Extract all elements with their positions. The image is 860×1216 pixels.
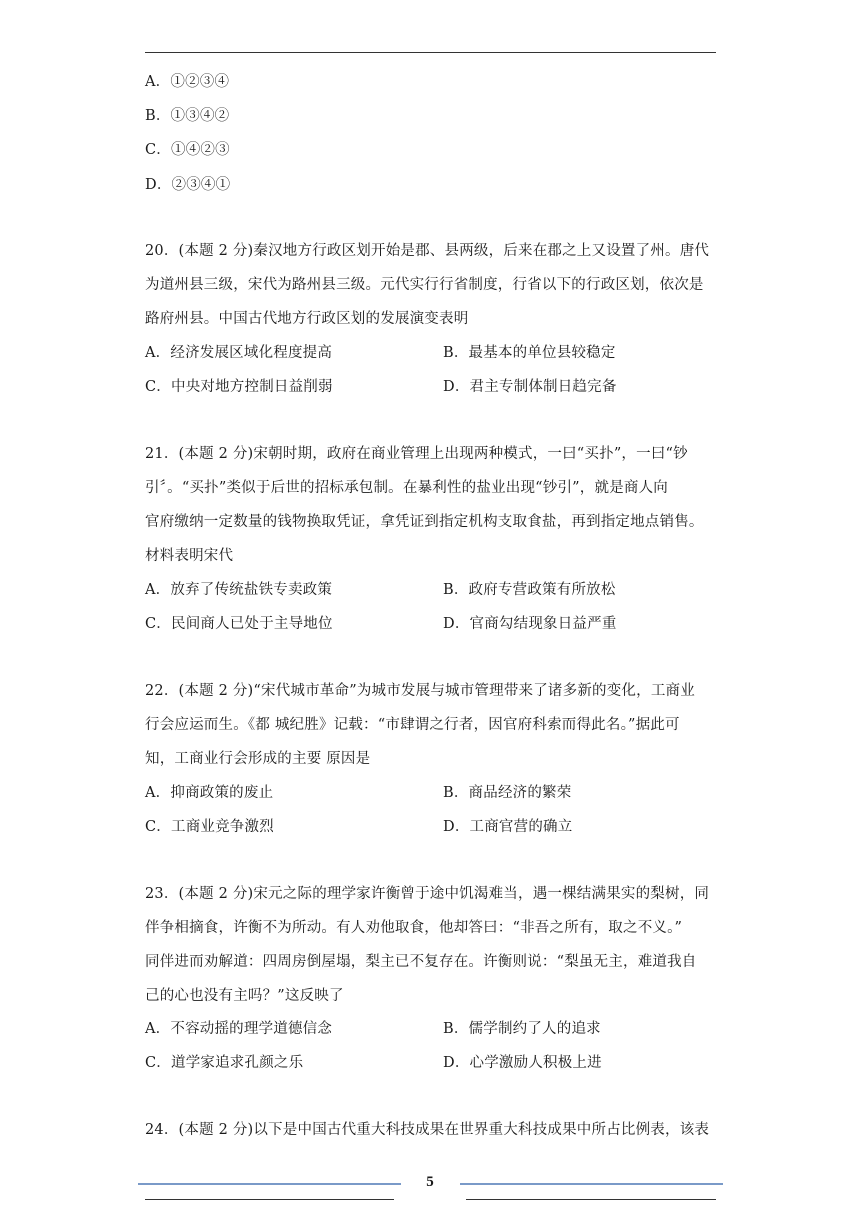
option-a: A．经济发展区域化程度提高 bbox=[145, 345, 333, 361]
option-b: B．儒学制约了人的追求 bbox=[443, 1021, 601, 1037]
page-number: 5 bbox=[426, 1174, 434, 1190]
option-a: A．放弃了传统盐铁专卖政策 bbox=[145, 582, 333, 598]
option-d: D．工商官营的确立 bbox=[443, 819, 573, 835]
question-text-line: 知，工商业行会形成的主要 原因是 bbox=[145, 751, 371, 767]
option-d: D．心学激励人积极上进 bbox=[443, 1055, 602, 1071]
question-text-line: 24．(本题 2 分)以下是中国古代重大科技成果在世界重大科技成果中所占比例表，该表 bbox=[145, 1122, 710, 1138]
footer-rule-left bbox=[145, 1199, 394, 1200]
question-text-line: 21．(本题 2 分)宋朝时期，政府在商业管理上出现两种模式，一曰“买扑”，一曰“钞 bbox=[145, 446, 688, 462]
header-rule bbox=[145, 52, 716, 53]
option-d: D．君主专制体制日趋完备 bbox=[443, 379, 617, 395]
question-text-line: 22．(本题 2 分)“宋代城市革命”为城市发展与城市管理带来了诸多新的变化，工商业 bbox=[145, 683, 695, 699]
option-b: B．最基本的单位县较稳定 bbox=[443, 345, 616, 361]
option-a: A．不容动摇的理学道德信念 bbox=[145, 1021, 333, 1037]
option-d: D．官商勾结现象日益严重 bbox=[443, 616, 617, 632]
question-text-line: 路府州县。中国古代地方行政区划的发展演变表明 bbox=[145, 311, 469, 327]
question-text-line: 材料表明宋代 bbox=[145, 548, 234, 564]
question-text-line: 为道州县三级，宋代为路州县三级。元代实行行省制度，行省以下的行政区划，依次是 bbox=[145, 277, 704, 293]
question-text-line: 同伴进而劝解道：四周房倒屋塌，梨主已不复存在。许衡则说：“梨虽无主，难道我自 bbox=[145, 954, 697, 970]
question-text-line: 20．(本题 2 分)秦汉地方行政区划开始是郡、县两级，后来在郡之上又设置了州。唐代 bbox=[145, 243, 710, 259]
option-a: A．①②③④ bbox=[145, 74, 230, 90]
footer-rule-right bbox=[466, 1199, 716, 1200]
option-b: B．政府专营政策有所放松 bbox=[443, 582, 616, 598]
option-a: A．抑商政策的废止 bbox=[145, 785, 274, 801]
option-b: B．①③④② bbox=[145, 108, 230, 124]
question-text-line: 引〞。“买扑”类似于后世的招标承包制。在暴利性的盐业出现“钞引”，就是商人向 bbox=[145, 480, 668, 496]
option-b: B．商品经济的繁荣 bbox=[443, 785, 572, 801]
question-text-line: 伴争相摘食，许衡不为所动。有人劝他取食，他却答曰：“非吾之所有，取之不义。” bbox=[145, 920, 683, 936]
option-c: C．工商业竞争激烈 bbox=[145, 819, 274, 835]
option-c: C．中央对地方控制日益削弱 bbox=[145, 379, 333, 395]
question-text-line: 己的心也没有主吗？”这反映了 bbox=[145, 988, 344, 1004]
question-text-line: 23．(本题 2 分)宋元之际的理学家许衡曾于途中饥渴难当，遇一棵结满果实的梨树，同 bbox=[145, 886, 710, 902]
option-c: C．道学家追求孔颜之乐 bbox=[145, 1055, 304, 1071]
option-c: C．民间商人已处于主导地位 bbox=[145, 616, 333, 632]
question-text-line: 官府缴纳一定数量的钱物换取凭证，拿凭证到指定机构支取食盐，再到指定地点销售。 bbox=[145, 514, 704, 530]
question-text-line: 行会应运而生。《都 城纪胜》记载：“市肆谓之行者，因官府科索而得此名。”据此可 bbox=[145, 717, 680, 733]
option-c: C．①④②③ bbox=[145, 142, 230, 158]
option-d: D．②③④① bbox=[145, 177, 231, 193]
